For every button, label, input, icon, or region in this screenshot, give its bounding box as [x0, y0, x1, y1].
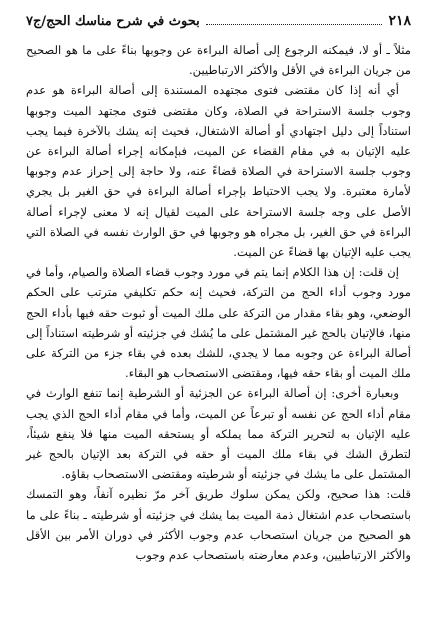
running-title: بحوث في شرح مناسك الحج/ج٧: [26, 13, 200, 29]
paragraph: وبعبارة أخرى: إن أصالة البراءة عن الجزئية أو الشرطية إنما تنفع الوارث في مقام أداء الحج عن نفسه أو تبرعاً عن الميت، وأما في مقام أداء الحج الذي يجب عليه الإتيان به لتحرير التركة مما يملكه أو يستحقه الميت منها فلا ينفع شيئاً، لتطرق الشك في بقاء ملك الميت أو حقه في التركة بعد الإتيان بالحج غير المشتمل على ما يشك في جزئيته أو شرطيته ومقتضى الاستصحاب بقاؤه.: [26, 386, 411, 482]
page-header: [26, 10, 411, 32]
paragraph: أي أنه إذا كان مقتضى فتوى مجتهده المستندة إلى أصالة البراءة هو عدم وجوب جلسة الاستراحة في الصلاة، وكان مقتضى فتوى مجتهد الميت وجوبها استناداً إلى دليل اجتهادي أو أصالة الاشتغال، فحيث إنه يشك بالآخرة فيما يجب عليه الإتيان به في مقام القضاء عن الميت، فبإمكانه إجراء أصالة البراءة عن وجوب جلسة الاستراحة في الصلاة قضاءً عنه، ولا حاجة إلى إحراز عدم وجوبها لأمارة معتبرة. ولا يجب الاحتياط بإجراء أصالة البراءة في حق الغير بل يجري الأصل على وجه جلسة الاستراحة على الميت لقيال إنه لا معنى لإجراء أصالة البراءة في حق الغير، بل مجراه هو وجوبها في حق الوارث نفسه في الصلاة التي يجب عليه الإتيان بها قضاءً عن الميت.: [26, 83, 411, 260]
paragraph: مثلاً ـ أو لا، فيمكنه الرجوع إلى أصالة البراءة عن وجوبها بناءً على ما هو الصحيح من جريان البراءة في الأقل والأكثر الارتباطيين.: [26, 43, 411, 78]
header-dotted-leader: [206, 24, 383, 25]
body-text: [26, 40, 411, 565]
paragraph: قلت: هذا صحيح، ولكن يمكن سلوك طريق آخر مرّ نظيره آنفاً، وهو التمسك باستصحاب عدم اشتغال ذمة الميت بما يشك في جزئيته أو شرطيته ـ بناءً على ما هو الصحيح من جريان استصحاب عدم وجوب الأكثر في دوران الأمر بين الأقل والأكثر الارتباطيين، وعدم معارضته باستصحاب عدم وجوب: [26, 487, 411, 563]
page-number: ٢١٨: [388, 13, 411, 29]
paragraph: إن قلت: إن هذا الكلام إنما يتم في مورد وجوب قضاء الصلاة والصيام، وأما في مورد وجوب أداء الحج من التركة، فحيث إنه حكم تكليفي مترتب على الحكم الوضعي، وهو بقاء مقدار من التركة على ملك الميت أو ثبوت حقه فيها بأداء الحج منها، فالإتيان بالحج غير المشتمل على ما يُشك في جزئيته أو شرطيته استناداً إلى أصالة البراءة عن وجوبه مما لا يجدي، للشك بعده في بقاء جزء من التركة على ملك الميت أو بقاء حقه فيها، ومقتضى الاستصحاب هو البقاء.: [26, 265, 411, 381]
